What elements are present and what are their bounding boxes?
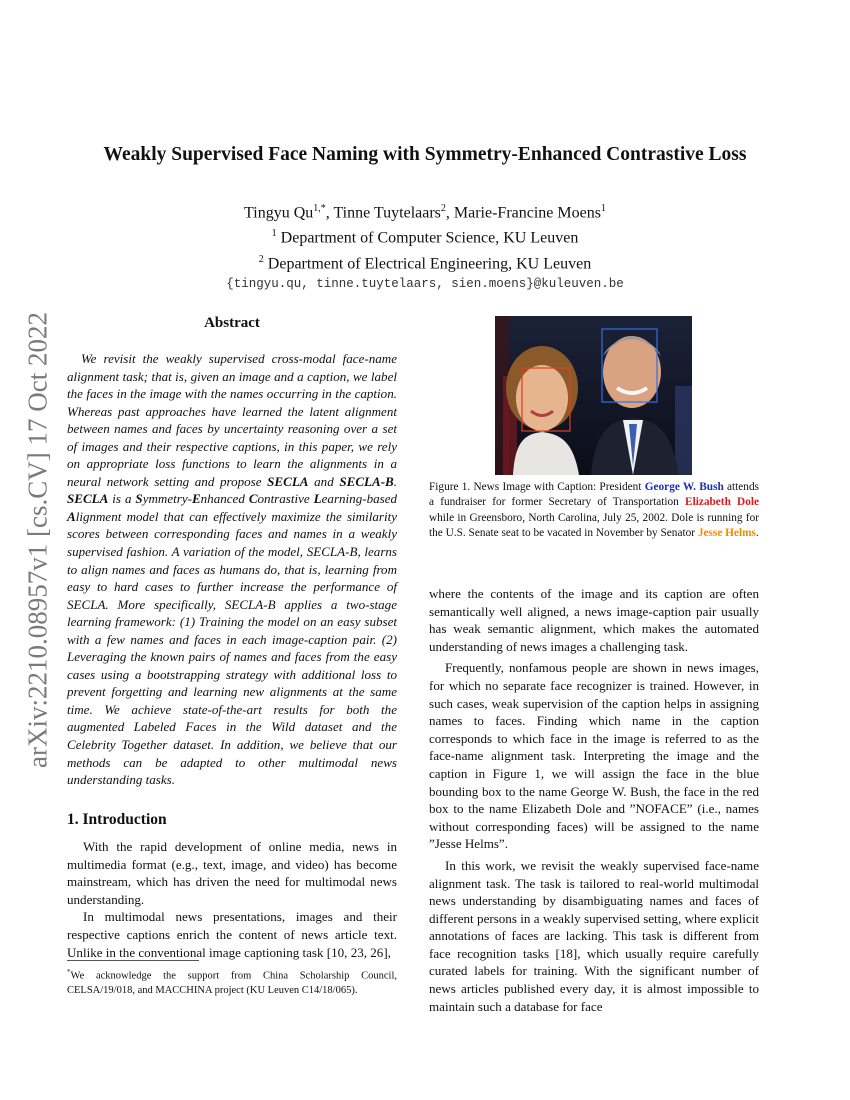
abstract-acronym-c: C bbox=[248, 491, 258, 507]
intro-paragraph-1: With the rapid development of online media, news in multimedia format (e.g., text, image, and video) has become mainstream, which has driven the need for multimodal news understanding. bbox=[67, 839, 397, 907]
abstract-text-1: We revisit the weakly supervised cross-modal face-name alignment task; that is, given an image and a caption, we label the faces in the image with the names occurring in the caption. Whereas past approaches have learned the latent alignment between names and faces by uncertainty reasoning over a set of images and their respective captions, in this paper, we rely on appropriate loss functions to learn the alignments in a neural network setting and propose bbox=[67, 351, 397, 489]
abstract-acronym-e: E bbox=[191, 491, 201, 507]
abstract-secla-b: SECLA-B bbox=[339, 473, 394, 489]
intro-paragraph-2: In multimodal news presentations, images and their respective captions enrich the content of news article text. Unlike in the conventional image captioning task [10, 23, 26], bbox=[67, 909, 397, 960]
right-column-body bbox=[429, 585, 759, 1019]
author-1-affil: 1,* bbox=[313, 203, 326, 214]
arxiv-identifier-text: arXiv:2210.08957v1 [cs.CV] 17 Oct 2022 bbox=[22, 312, 53, 768]
introduction-body bbox=[67, 838, 397, 961]
affiliation-1-text: Department of Computer Science, KU Leuven bbox=[276, 229, 579, 247]
author-2-affil: 2 bbox=[440, 203, 446, 214]
abstract-mid: . bbox=[393, 473, 398, 489]
abstract-text-rest: lignment model that can effectively maximize the similarity scores between corresponding faces and names in a weakly supervised fashion. A variation of the model, SECLA-B, learns to align names and faces as humans do, that is, learning from easy to hard cases to further increase the performance of SECLA. More specifically, SECLA-B applies a two-stage learning framework: (1) Training the model on an easy subset with a few names and faces in each image-caption pair. (2) Leveraging the known pairs of names and faces from the easy cases using a bootstrapping strategy with additional loss to prevent forgetting and learning new alignments at the same time. We achieve state-of-the-art results for both the augmented Labeled Faces in the Wild dataset and the Celebrity Together dataset. In addition, we believe that our methods can be adapted to other multimodal news understanding tasks. bbox=[67, 508, 397, 788]
abstract-heading: Abstract bbox=[204, 315, 260, 331]
affiliation-1-mark: 1 bbox=[271, 228, 277, 240]
arxiv-identifier bbox=[18, 295, 58, 785]
abstract-body bbox=[67, 350, 397, 789]
footnote-mark: * bbox=[67, 968, 71, 976]
right-paragraph-1: Frequently, nonfamous people are shown in news images, for which no separate face recognizer is trained. However, in such cases, weak supervision of the caption helps in assigning names to faces. Finding which name in the caption corresponds to which face in the image is referred to as the face-name alignment task. Interpreting the image and the caption in Figure 1, we will assign the face in the blue bounding box to the name George W. Bush, the face in the red box to the name Elizabeth Dole and ”NOFACE” (i.e., names without corresponding faces) will be assigned to the name ”Jesse Helms”. bbox=[429, 660, 759, 852]
figure-caption bbox=[429, 480, 759, 542]
author-3: , Marie-Francine Moens bbox=[445, 204, 601, 222]
abstract-word-symmetry: ymmetry- bbox=[142, 491, 192, 507]
author-2: , Tinne Tuytelaars bbox=[325, 204, 441, 222]
caption-mid-2: while in Greensboro, North Carolina, July 25, 2002. Dole is running for the U.S. Senate seat to be vacated in November by Senator bbox=[429, 511, 759, 540]
caption-prefix: Figure 1. News Image with Caption: President bbox=[429, 481, 645, 493]
author-names bbox=[60, 198, 790, 223]
caption-name-red: Elizabeth Dole bbox=[685, 496, 759, 509]
introduction-heading: 1. Introduction bbox=[67, 811, 167, 828]
caption-name-blue: George W. Bush bbox=[644, 481, 724, 493]
right-paragraph-0: where the contents of the image and its caption are often semantically well aligned, a news image-caption pair usually has weak semantic alignment, which makes the automated understanding of news images a challenging task. bbox=[429, 586, 759, 654]
abstract-secla: SECLA bbox=[267, 473, 309, 489]
affiliation-2-text: Department of Electrical Engineering, KU Leuven bbox=[263, 254, 592, 272]
footnote-divider bbox=[67, 960, 199, 961]
affiliation-2 bbox=[60, 249, 790, 274]
author-emails: {tingyu.qu, tinne.tuytelaars, sien.moens}@kuleuven.be bbox=[226, 276, 624, 291]
abstract-word-enhanced: nhanced bbox=[200, 491, 249, 507]
news-photo-illustration bbox=[495, 316, 692, 475]
caption-name-orange: Jesse Helms bbox=[697, 527, 756, 540]
abstract-is-a: is a bbox=[108, 491, 136, 507]
abstract-and: and bbox=[308, 473, 340, 489]
caption-mid-1: attends a fundraiser for former Secretary of Transportation bbox=[429, 481, 760, 509]
abstract-acronym-a: A bbox=[67, 508, 76, 524]
paper-title: Weakly Supervised Face Naming with Symmetry-Enhanced Contrastive Loss bbox=[103, 144, 747, 165]
affiliation-1 bbox=[60, 223, 790, 248]
author-3-affil: 1 bbox=[600, 203, 606, 214]
footnote-text: We acknowledge the support from China Scholarship Council, CELSA/19/018, and MACCHINA project (KU Leuven C14/18/065). bbox=[67, 970, 397, 996]
abstract-word-contrastive: ontrastive bbox=[257, 491, 314, 507]
right-paragraph-2: In this work, we revisit the weakly supervised face-name alignment task. The task is tailored to real-world multimodal news understanding by disambiguating names and faces of different persons in a weakly supervised setting, where explicit annotations of faces are lacking. This task is different from face recognition tasks [18], which usually require carefully curated labels for training. With the significant number of news articles published every day, it is almost impossible to maintain such a database for face bbox=[429, 857, 759, 1014]
abstract-secla-2: SECLA bbox=[67, 491, 109, 507]
author-block bbox=[60, 198, 790, 295]
abstract-acronym-l: L bbox=[313, 491, 322, 507]
author-1: Tingyu Qu bbox=[244, 204, 314, 222]
footnote bbox=[67, 965, 397, 998]
news-photo-figure bbox=[495, 316, 692, 475]
affiliation-2-mark: 2 bbox=[258, 253, 264, 265]
abstract-word-learning: earning-based bbox=[321, 491, 398, 507]
caption-end: . bbox=[755, 527, 759, 540]
abstract-acronym-s: S bbox=[135, 491, 143, 507]
